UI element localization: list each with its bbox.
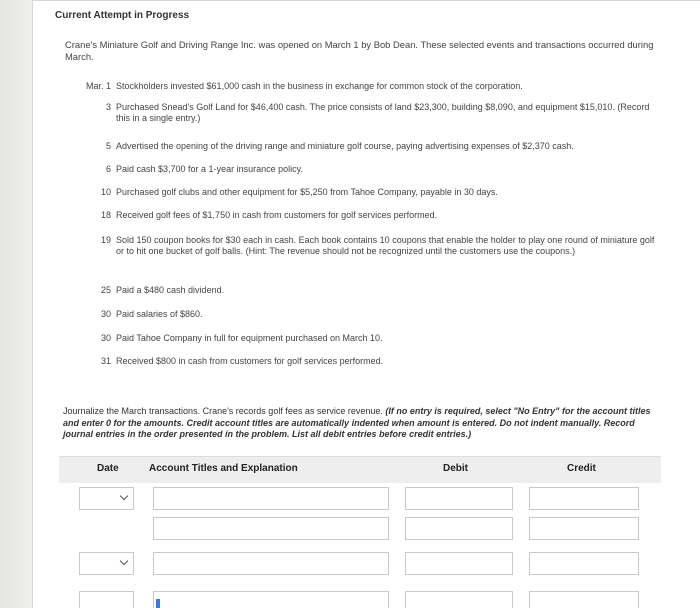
event-text: Paid salaries of $860. [116, 309, 203, 319]
debit-input[interactable] [405, 552, 513, 575]
credit-input[interactable] [529, 487, 639, 510]
question-panel [32, 0, 700, 608]
date-select[interactable] [79, 591, 134, 608]
event-date: 3 [105, 102, 111, 112]
problem-intro: Crane's Miniature Golf and Driving Range Inc. was opened on March 1 by Bob Dean. These selected events and transactions occurred during March. [65, 39, 654, 62]
credit-input[interactable] [529, 552, 639, 575]
account-title-input[interactable] [153, 552, 389, 575]
event-text: Paid a $480 cash dividend. [116, 285, 225, 295]
event-text: Paid cash $3,700 for a 1-year insurance policy. [116, 164, 303, 174]
account-column-header: Account Titles and Explanation [149, 463, 298, 474]
event-text: Sold 150 coupon books for $30 each in cash. Each book contains 10 coupons that enable the holder to play one round of miniature golf or to hit one bucket of golf balls. (Hint: The revenue should not be recognized until the customers use the coupons.) [116, 235, 655, 256]
instructions [63, 406, 663, 441]
journal-table-header [59, 456, 661, 483]
debit-input[interactable] [405, 517, 513, 540]
date-select[interactable] [79, 487, 134, 510]
chevron-down-icon [120, 492, 128, 500]
date-column-header: Date [97, 463, 119, 474]
account-title-input[interactable] [153, 517, 389, 540]
event-date: 18 [100, 210, 111, 220]
account-title-input[interactable] [153, 487, 389, 510]
event-date: Mar. 1 [85, 81, 111, 91]
event-text: Purchased golf clubs and other equipment for $5,250 from Tahoe Company, payable in 30 days. [116, 187, 498, 197]
debit-input[interactable] [405, 487, 513, 510]
credit-input[interactable] [529, 517, 639, 540]
credit-column-header: Credit [567, 463, 596, 474]
focus-indicator [156, 599, 160, 608]
attempt-title: Current Attempt in Progress [55, 10, 190, 21]
event-text: Purchased Snead's Golf Land for $46,400 cash. The price consists of land $23,300, building $8,090, and equipment $15,010. (Record this in a single entry.) [116, 102, 650, 123]
event-text: Received golf fees of $1,750 in cash from customers for golf services performed. [116, 210, 438, 220]
date-select[interactable] [79, 552, 134, 575]
event-date: 30 [100, 309, 111, 319]
event-date: 10 [100, 187, 111, 197]
event-text: Received $800 in cash from customers for golf services performed. [116, 356, 384, 366]
event-date: 30 [100, 333, 111, 343]
event-text: Advertised the opening of the driving range and miniature golf course, paying advertising expenses of $2,370 cash. [116, 141, 574, 151]
chevron-down-icon [120, 557, 128, 565]
event-date: 31 [100, 356, 111, 366]
event-date: 19 [100, 235, 111, 245]
account-title-input[interactable] [153, 591, 389, 608]
event-date: 5 [105, 141, 111, 151]
debit-input[interactable] [405, 591, 513, 608]
instructions-emphasis: (If no entry is required, select "No Entry" for the account titles and enter 0 for the amounts. Credit account titles are automatically indented when amount is entered. Do not indent manually. Record journal entries in the order presented in the problem. List all debit entries before credit entries.) [63, 406, 651, 439]
event-text: Stockholders invested $61,000 cash in the business in exchange for common stock of the corporation. [116, 81, 523, 91]
instructions-lead: Journalize the March transactions. Crane's records golf fees as service revenue. [63, 406, 386, 416]
event-text: Paid Tahoe Company in full for equipment purchased on March 10. [116, 333, 383, 343]
left-margin [0, 0, 32, 608]
event-date: 25 [100, 285, 111, 295]
event-date: 6 [105, 164, 111, 174]
credit-input[interactable] [529, 591, 639, 608]
debit-column-header: Debit [443, 463, 468, 474]
